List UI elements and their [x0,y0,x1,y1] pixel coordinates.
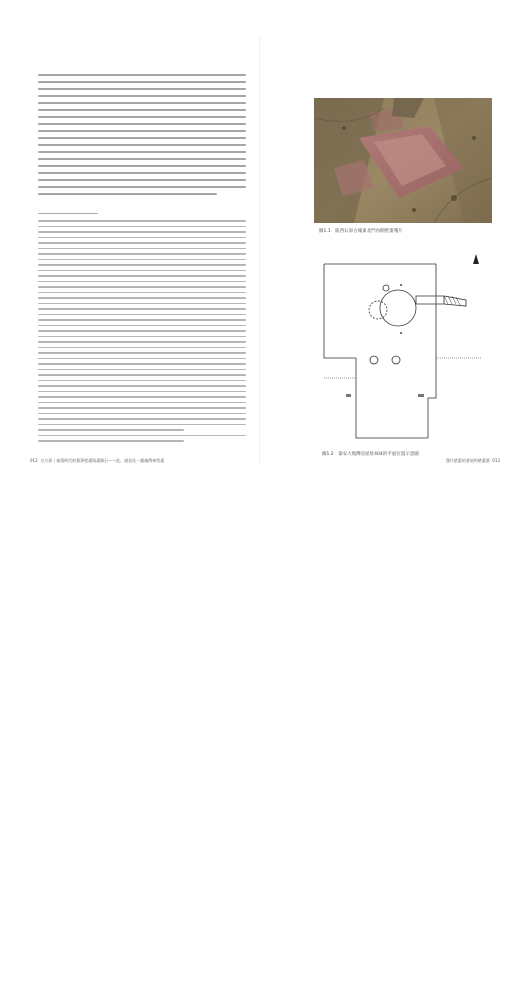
figure-1-2-caption: 圖1.2 秦安大地灣房屋址404的平面位置示意圖 [322,452,419,457]
figure-1-1-caption: 圖1.1 陝西石峁古城東北門內側壁畫殘片 [319,229,403,234]
left-running-head: 古月嘉丨東漢時代的墓葬壁畫與畫像石——此，通意化一靈魂傳神寫畫 [40,458,165,463]
footnotes-block [38,220,246,446]
left-body-paragraph [38,74,246,200]
left-page-number: 012 [30,458,38,463]
right-folio [446,458,500,464]
left-folio [30,458,164,464]
right-running-head: 漢代壁畫的發展和壁畫墓 [445,458,490,463]
gutter [259,36,260,464]
figure-1-2-site-plan [316,248,492,448]
right-page-number: 013 [492,458,500,463]
figure-1-1-photo [314,98,492,223]
right-page [264,36,500,464]
left-page [30,36,254,464]
footnote-rule [38,213,98,214]
